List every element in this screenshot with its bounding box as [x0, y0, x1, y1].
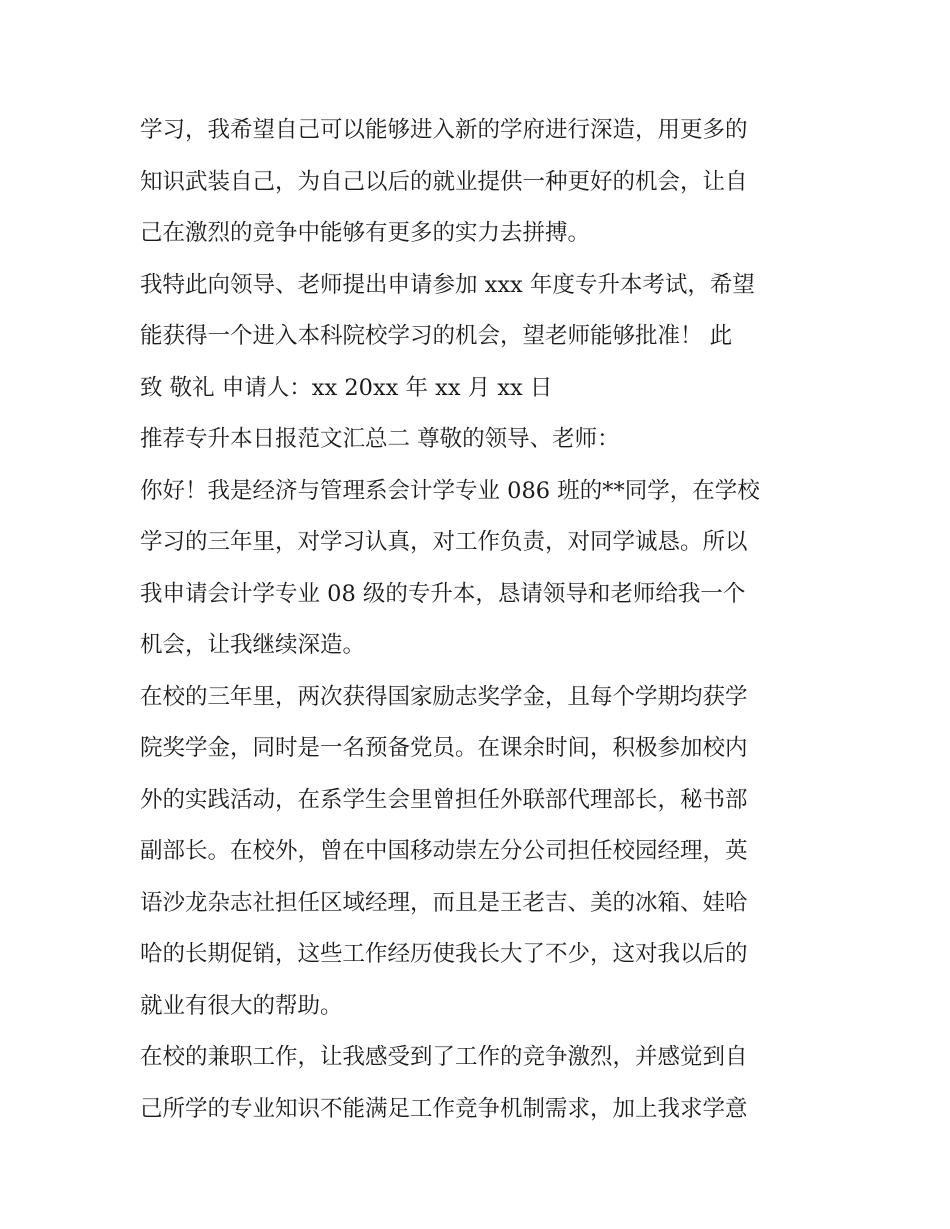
paragraph-6	[140, 1032, 820, 1135]
text-line: 学习的三年里，对学习认真，对工作负责，对同学诚恳。所以	[140, 529, 748, 555]
paragraph-3	[140, 414, 820, 466]
paragraph-5	[140, 672, 820, 1033]
text-line: 在校的兼职工作，让我感受到了工作的竞争激烈，并感觉到自	[140, 1044, 748, 1070]
text-line: 能获得一个进入本科院校学习的机会，望老师能够批准！ 此	[140, 323, 733, 349]
paragraph-2	[140, 260, 820, 415]
text-line: 院奖学金，同时是一名预备党员。在课余时间，积极参加校内	[140, 735, 748, 761]
text-line: 我申请会计学专业 08 级的专升本，恳请领导和老师给我一个	[140, 580, 746, 607]
text-line: 己所学的专业知识不能满足工作竞争机制需求，加上我求学意	[140, 1095, 748, 1122]
text-line: 在校的三年里，两次获得国家励志奖学金，且每个学期均获学	[140, 683, 748, 710]
text-line: 致 敬礼 申请人：xx 20xx 年 xx 月 xx 日	[140, 374, 553, 401]
text-line: 我特此向领导、老师提出申请参加 xxx 年度专升本考试，希望	[140, 271, 755, 298]
text-line: 知识武装自己，为自己以后的就业提供一种更好的机会，让自	[140, 168, 748, 195]
paragraph-1	[140, 105, 820, 260]
text-line: 己在激烈的竞争中能够有更多的实力去拼搏。	[140, 220, 591, 246]
text-line: 机会，让我继续深造。	[140, 632, 366, 658]
text-line: 哈的长期促销，这些工作经历使我长大了不少，这对我以后的	[140, 941, 748, 967]
text-line: 你好！我是经济与管理系会计学专业 086 班的**同学，在学校	[140, 477, 760, 504]
paragraph-4	[140, 466, 820, 672]
text-line: 语沙龙杂志社担任区域经理，而且是王老吉、美的冰箱、娃哈	[140, 889, 748, 916]
text-line: 副部长。在校外，曾在中国移动崇左分公司担任校园经理，英	[140, 838, 748, 864]
text-line: 外的实践活动，在系学生会里曾担任外联部代理部长，秘书部	[140, 786, 748, 813]
document-body	[140, 105, 820, 1135]
text-line: 学习，我希望自己可以能够进入新的学府进行深造，用更多的	[140, 117, 748, 143]
text-line: 推荐专升本日报范文汇总二 尊敬的领导、老师：	[140, 426, 620, 452]
text-line: 就业有很大的帮助。	[140, 992, 343, 1019]
